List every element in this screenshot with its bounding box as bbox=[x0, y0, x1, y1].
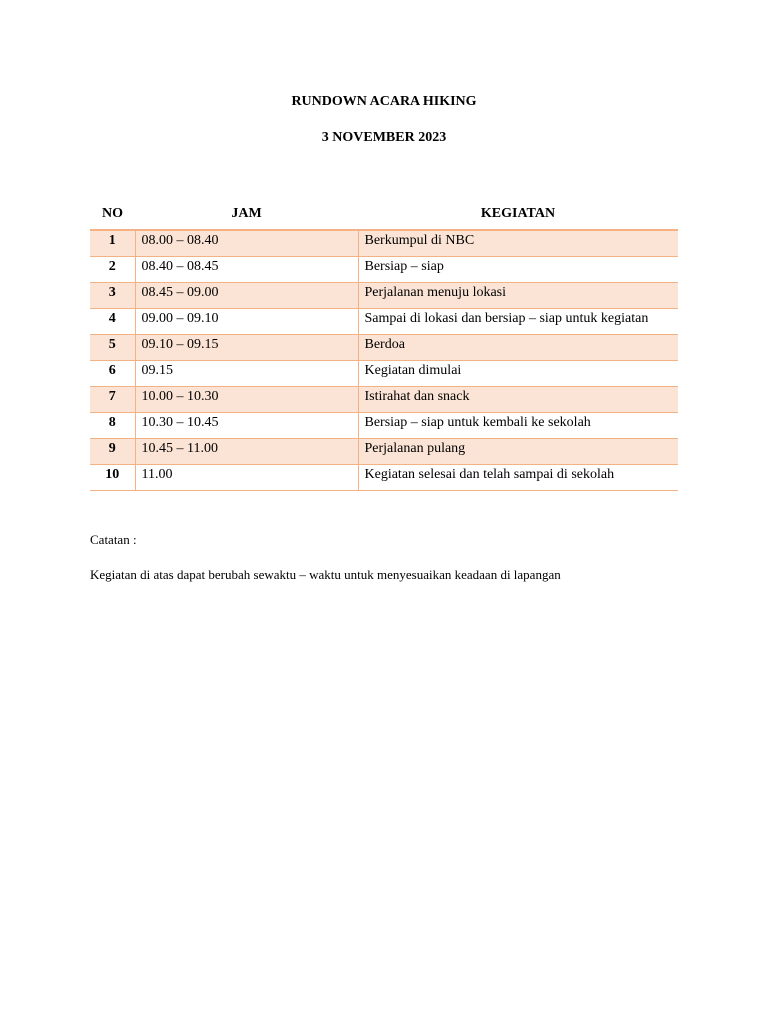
cell-kegiatan: Berkumpul di NBC bbox=[358, 230, 678, 257]
document-title: RUNDOWN ACARA HIKING bbox=[291, 94, 477, 109]
cell-jam: 09.00 – 09.10 bbox=[135, 309, 358, 335]
cell-jam: 10.30 – 10.45 bbox=[135, 413, 358, 439]
cell-jam: 08.40 – 08.45 bbox=[135, 257, 358, 283]
notes-label: Catatan : bbox=[90, 532, 137, 547]
cell-no: 2 bbox=[90, 257, 135, 283]
table-row bbox=[90, 465, 678, 491]
table-row bbox=[90, 230, 678, 257]
cell-jam: 08.00 – 08.40 bbox=[135, 230, 358, 257]
cell-kegiatan: Kegiatan dimulai bbox=[358, 361, 678, 387]
cell-jam: 11.00 bbox=[135, 465, 358, 491]
table-row bbox=[90, 387, 678, 413]
cell-jam: 10.45 – 11.00 bbox=[135, 439, 358, 465]
table-row bbox=[90, 309, 678, 335]
cell-no: 6 bbox=[90, 361, 135, 387]
header-kegiatan: KEGIATAN bbox=[358, 199, 678, 230]
cell-kegiatan: Kegiatan selesai dan telah sampai di sekolah bbox=[358, 465, 678, 491]
cell-no: 1 bbox=[90, 230, 135, 257]
cell-no: 7 bbox=[90, 387, 135, 413]
header-jam: JAM bbox=[135, 199, 358, 230]
header-no: NO bbox=[90, 199, 135, 230]
table-row bbox=[90, 283, 678, 309]
cell-jam: 08.45 – 09.00 bbox=[135, 283, 358, 309]
table-row bbox=[90, 439, 678, 465]
cell-no: 8 bbox=[90, 413, 135, 439]
cell-jam: 10.00 – 10.30 bbox=[135, 387, 358, 413]
rundown-table bbox=[90, 199, 678, 491]
cell-no: 5 bbox=[90, 335, 135, 361]
table-row bbox=[90, 335, 678, 361]
cell-kegiatan: Perjalanan menuju lokasi bbox=[358, 283, 678, 309]
cell-jam: 09.15 bbox=[135, 361, 358, 387]
cell-kegiatan: Sampai di lokasi dan bersiap – siap untuk kegiatan bbox=[358, 309, 678, 335]
table-row bbox=[90, 413, 678, 439]
document-date: 3 NOVEMBER 2023 bbox=[321, 130, 447, 145]
cell-kegiatan: Berdoa bbox=[358, 335, 678, 361]
cell-no: 10 bbox=[90, 465, 135, 491]
cell-no: 3 bbox=[90, 283, 135, 309]
cell-no: 9 bbox=[90, 439, 135, 465]
cell-jam: 09.10 – 09.15 bbox=[135, 335, 358, 361]
cell-kegiatan: Bersiap – siap untuk kembali ke sekolah bbox=[358, 413, 678, 439]
cell-no: 4 bbox=[90, 309, 135, 335]
cell-kegiatan: Bersiap – siap bbox=[358, 257, 678, 283]
cell-kegiatan: Istirahat dan snack bbox=[358, 387, 678, 413]
cell-kegiatan: Perjalanan pulang bbox=[358, 439, 678, 465]
table-row bbox=[90, 257, 678, 283]
table-row bbox=[90, 361, 678, 387]
notes-text: Kegiatan di atas dapat berubah sewaktu – waktu untuk menyesuaikan keadaan di lapangan bbox=[90, 567, 561, 582]
table-header-row bbox=[90, 199, 678, 230]
